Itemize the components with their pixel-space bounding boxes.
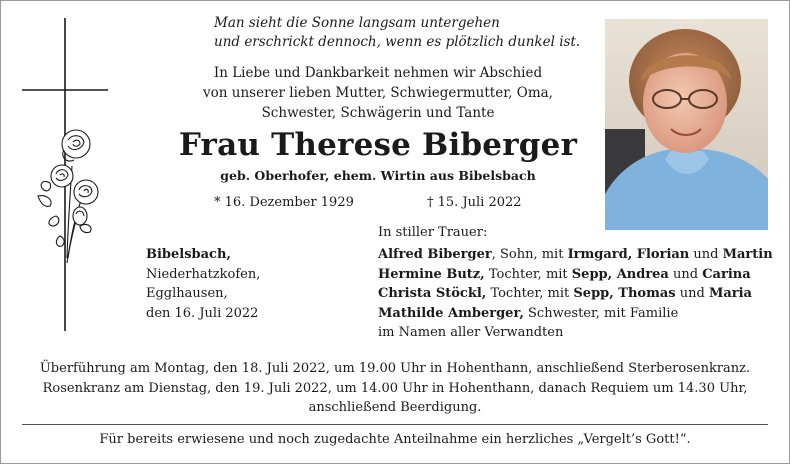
intro-line: Schwester, Schwägerin und Tante xyxy=(261,105,495,121)
motto-verse xyxy=(214,14,594,52)
arrangement-line: Rosenkranz am Dienstag, den 19. Juli 2022, um 14.00 Uhr in Hohenthann, danach Requiem um 14.30 Uhr, xyxy=(42,380,748,396)
mourner-row xyxy=(378,284,773,304)
portrait-photo xyxy=(605,19,768,230)
mourner-name: Mathilde Amberger, xyxy=(378,305,524,321)
mourner-name: Alfred Biberger xyxy=(378,247,492,262)
place-and-date xyxy=(146,245,260,323)
motto-line: Man sieht die Sonne langsam untergehen xyxy=(214,15,500,31)
motto-line: und erschrickt dennoch, wenn es plötzlich dunkel ist. xyxy=(214,34,581,50)
mourner-row xyxy=(378,304,773,324)
divider xyxy=(22,424,768,425)
relation: Tochter, mit xyxy=(486,286,574,301)
intro-line: In Liebe und Dankbarkeit nehmen wir Abschied xyxy=(213,65,543,81)
conjunction: und xyxy=(675,286,709,301)
mourner-row xyxy=(378,265,773,285)
thanks-line: Für bereits erwiesene und noch zugedachte Anteilnahme ein herzliches „Vergelt’s Gott!“. xyxy=(99,432,691,447)
place-line: Niederhatzkofen, xyxy=(146,266,261,282)
deceased-subtitle: geb. Oberhofer, ehem. Wirtin aus Bibelsbach xyxy=(220,168,536,183)
funeral-arrangements xyxy=(0,359,790,418)
relation: , Sohn, mit xyxy=(491,247,568,262)
place-line: Bibelsbach, xyxy=(146,247,231,262)
mourner-row xyxy=(378,245,773,265)
conjunction: und xyxy=(668,266,703,282)
place-line: Egglhausen, xyxy=(146,286,228,301)
relatives: Martin xyxy=(722,247,773,262)
relatives: Carina xyxy=(702,266,751,282)
death-date: † 15. Juli 2022 xyxy=(427,195,522,210)
relation: Tochter, mit xyxy=(484,266,572,282)
deceased-name: Frau Therese Biberger xyxy=(178,127,578,163)
arrangement-line: Überführung am Montag, den 18. Juli 2022, um 19.00 Uhr in Hohenthann, anschließend Sterberosenkranz. xyxy=(39,361,751,376)
mourners-list xyxy=(378,245,773,343)
arrangement-line: anschließend Beerdigung. xyxy=(308,400,482,415)
relatives: Irmgard, Florian xyxy=(567,247,690,262)
conjunction: und xyxy=(689,247,723,262)
cross-with-roses-icon xyxy=(20,18,110,333)
relatives: Sepp, Thomas xyxy=(573,286,676,301)
closing-line: im Namen aller Verwandten xyxy=(378,325,564,340)
mourning-label: In stiller Trauer: xyxy=(378,225,488,240)
mourner-name: Christa Stöckl, xyxy=(378,286,487,301)
relation: Schwester, mit Familie xyxy=(523,305,679,321)
relatives: Maria xyxy=(708,286,752,301)
intro-text xyxy=(160,63,596,123)
date-line: den 16. Juli 2022 xyxy=(146,305,259,321)
birth-date: * 16. Dezember 1929 xyxy=(214,195,354,210)
mourner-name: Hermine Butz, xyxy=(378,266,485,282)
intro-line: von unserer lieben Mutter, Schwiegermutter, Oma, xyxy=(203,85,553,101)
relatives: Sepp, Andrea xyxy=(571,266,669,282)
